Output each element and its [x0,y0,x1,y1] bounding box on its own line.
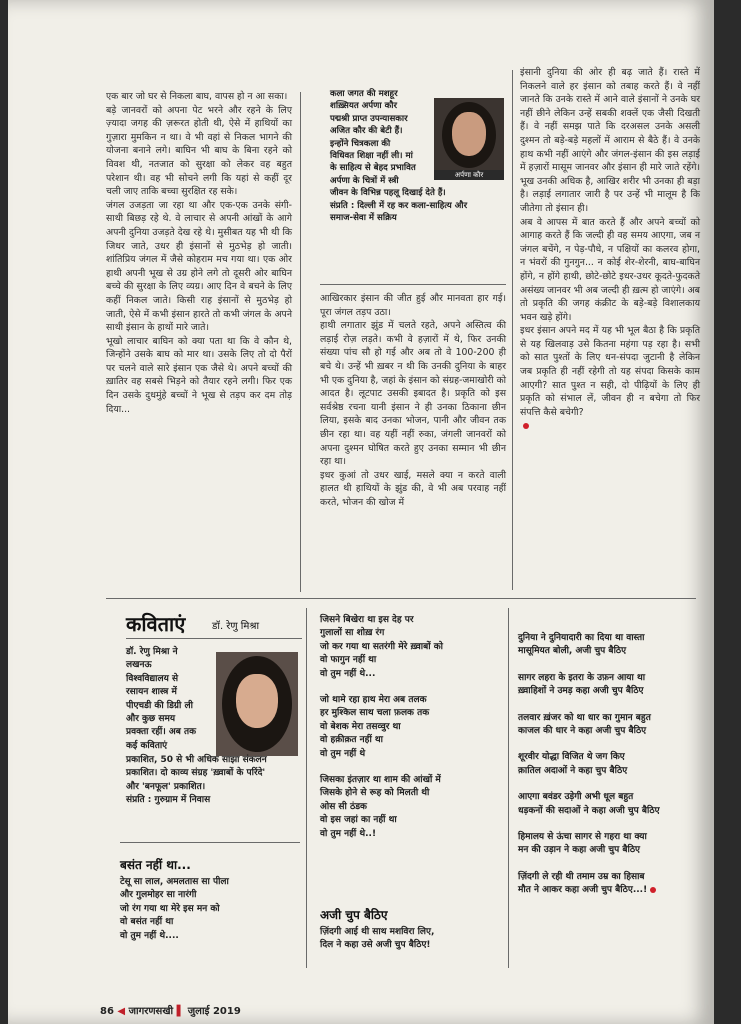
author-photo-arpana [434,98,504,180]
poem-continued [518,632,704,911]
bio-line: शख़्सियत अर्पणा कौर [330,101,397,112]
poem-line: वो बेशक मेरा तसव्वुर था [320,721,401,732]
poet-bio [126,646,226,753]
poem-continued [320,614,506,854]
poem-title: अजी चुप बैठिए [320,908,388,922]
article-paragraph: आखिरकार इंसान की जीत हुई और मानवता हार गई। पूरा जंगल तड़प उठा। [320,293,506,318]
poem-body [120,876,300,943]
poem-body [320,926,506,953]
poem-stanza [518,632,704,659]
poem-line: जिसने बिखेरा था इस देह पर [320,615,414,625]
poem-line: वो बसंत नहीं था [120,917,174,928]
heading-underline [126,638,302,639]
magazine-name: जागरणसखी [128,1006,174,1017]
bio-line: संप्रति : दिल्ली में रह कर कला-साहित्य और [330,200,468,211]
poem-line: मन की उड़ान ने कहा अजी चुप बैठिए [518,845,641,856]
poem-line: जिसके होने से रूह को मिलती थी [320,788,430,799]
poem-line: टेसू सा लाल, अमलतास सा पीला [120,877,229,887]
poet-photo [216,652,298,756]
poet-bio-line: लखनऊ [126,660,152,671]
magazine-page [8,0,714,1024]
bio-divider [320,284,506,285]
poem-stanza [518,871,704,898]
poem-line: ख़्वाहिशों ने उमड़ कहा अजी चुप बैठिए [518,686,644,697]
bio-separator [120,842,300,843]
poem-line: दिल ने कहा उसे अजी चुप बैठिए! [320,940,431,951]
article-paragraph: इंसानी दुनिया की ओर ही बढ़ जाते हैं। रास्ते में निकलने वाले हर इंसान को तबाह करते हैं। वे नहीं जानते कि उनके रास्ते में आने वाले इंसानों ने उनके घर नहीं छीने लेकिन उन्हें सबकी शक्लें एक जैसी दिखती हैं। वे नहीं समझ पाते कि दरअसल उनके असली दुश्मन तो बड़े-बड़े महलों में आराम से बैठे हैं। वे उनके हाथ कभी नहीं आएंगे और जंगल-इंसान की इस लड़ाई में हज़ारों मासूम जानवर और इंसान ही मारे जाते रहेंगे। भूख उनकी अधिक है, आखिर शरीर भी उनका ही बड़ा है। लड़ाई लगातार जारी है पर उन्हें भी मालूम है कि जीतेगा तो इंसान ही। [520,67,700,214]
article-column-1 [106,90,292,416]
bio-line: इन्होंने चित्रकला की [330,138,391,149]
poems-heading: कविताएं [126,612,186,636]
column-divider [300,92,301,592]
bio-line: अजित कौर की बेटी हैं। [330,126,403,137]
bio-line: जीवन के विभिन्न पहलू दिखाई देते हैं। [330,188,446,199]
poem-line: तलवार ख़ंजर को था धार का गुमान बहुत [518,712,651,723]
poet-name: डॉ. रेणु मिश्रा [212,621,260,632]
poem-line: शूरवीर योद्धा विजित थे जग किए [518,752,625,763]
poem-line: जो रंग गया था मेरे इस मन को [120,903,220,914]
bio-line: पद्मश्री प्राप्त उपन्यासकार [330,113,408,124]
poem-stanza [518,791,704,818]
end-mark-dot [523,423,529,429]
poet-bio-line: संप्रति : गुरुग्राम में निवास [126,795,211,806]
bio-line: अर्पणा के चित्रों में स्त्री [330,175,399,186]
article-paragraph: जंगल उजड़ता जा रहा था और एक-एक उनके संगी-साथी बिछड़ रहे थे. वे लाचार से अपनी आंखों के आगे अपनी दुनिया उजड़ते देख रहे थे। मुसीबत यह भी थी कि जिधर जाते, उधर ही इंसानों से मुठभेड़ हो जाती। शांतिप्रिय जंगल में जैसे कोहराम मच गया था। एक ओर हाथी अपनी भूख से उग्र होने लगे तो दूसरी ओर बाघिन बच्चे की सुरक्षा के लिए व्यग्र। आए दिन वे बचने के लिए कहीं निकल जाते। किसी राह इंसानों से मुठभेड़ हो जाती, ऐसे में कभी इंसान हारते तो कभी जंगल के अपने साथी इंसान के हाथों मारे जाते। [106,199,292,334]
poem-title: बसंत नहीं था... [120,858,191,872]
poem-line: धड़कनों की सदाओं ने कहा अजी चुप बैठिए [518,805,660,816]
article-paragraph: इधर इंसान अपने मद में यह भी भूल बैठा है कि प्रकृति से यह खिलवाड़ उसे कितना महंगा पड़ रहा है। सभी को सात पुश्तों के लिए धन-संपदा जुटानी है लेकिन जब प्रकृति ही नहीं रहेगी तो यह संपदा किसके काम आएगी? सात पुश्त न सही, दो पीढ़ियों के लिए ही प्रकृति को संभाल लें, जीवन ही न बचेगा तो फिर संपत्ति कैसे बचेगी? [520,325,700,418]
footer-arrow-icon: ◀ [117,1006,126,1017]
poem-line: वो तुम नहीं थे [320,748,366,759]
poem-line: हिमालय से ऊंचा सागर से गहरा था क्या [518,832,647,843]
poem-stanza [518,712,704,739]
poem-line: क़ातिल अदाओं ने कहा चुप बैठिए [518,765,628,776]
poem-line-text: मौत ने आकर कहा अजी चुप बैठिए...! [518,885,648,896]
poem-line: वो तुम नहीं थे..! [320,828,377,839]
poem-stanza [320,694,506,761]
poem-line: हर मुश्किल साथ चला फ़लक तक [320,708,430,719]
poem-line: वो फागुन नहीं था [320,655,377,666]
poet-bio-line: और कुछ समय [126,714,176,725]
poet-bio-continued [126,754,302,808]
photo-caption: अर्पणा कौर [434,170,504,180]
poem-line: ज़िंदगी आई थी साथ मशविरा लिए, [320,927,435,937]
end-mark-dot [650,887,656,893]
issue-date: जुलाई 2019 [187,1006,241,1017]
page-number: 86 [100,1006,114,1017]
bio-line: समाज-सेवा में सक्रिय [330,213,397,224]
poem-line: जो कर गया था सतरंगी मेरे ख़्वाबों को [320,641,443,652]
poem-line: ओस सी ठंडक [320,801,367,812]
article-paragraph: बड़े जानवरों को अपना पेट भरने और रहने के लिए ज़्यादा जगह की ज़रूरत होती थी, ऐसे में हाथियों का गुज़ारा मुमकिन न था। वे भी वहां से निकल भागने की योजना बनाने लगे। बाघिन भी बाघ के बिना रहने को विवश थी, नतजात को सुरक्षा को लेकर वह बहुत परेशान थी। वह भी सोचने लगी कि यहां से कहीं दूर चली जाए ताकि बच्चा सुरक्षित रह सके। [106,104,292,198]
poet-bio-line: विश्वविद्यालय से [126,673,179,684]
page-footer [100,1003,241,1017]
poem-line: वो हक़ीक़त नहीं था [320,735,383,746]
column-divider [508,608,509,968]
column-divider [306,608,307,968]
article-column-3 [520,66,700,433]
poem-stanza [518,751,704,778]
poem-stanza [320,774,506,841]
poem-line: ज़िंदगी ले रही थी तमाम उम्र का हिसाब [518,871,645,882]
poet-bio-line: डॉ. रेणु मिश्रा ने [126,647,178,657]
poem-line: जो थामे रहा हाथ मेरा अब तलक [320,695,427,706]
poem-line: जिसका इंतज़ार था शाम की आंखों में [320,775,441,786]
poet-bio-line: प्रवक्ता रहीं। अब तक [126,727,197,738]
poem-line: गुलालों सा शोख़ रंग [320,628,385,639]
poem-line: काजल की धार ने कहा अजी चुप बैठिए [518,726,647,737]
poet-bio-line: पीएचडी की डिग्री ली [126,700,193,711]
poem-line [518,884,704,897]
poem-line: मासूमियत बोली, अजी चुप बैठिए [518,646,627,657]
article-paragraph: इधर कुआं तो उधर खाई, मसले क्या न करते वाली हालत थी हाथियों के झुंड की, वे भी अब परवाह नहीं करते, भोजन की खोज में [320,469,506,508]
poem-stanza [518,672,704,699]
poet-bio-line: प्रकाशित, 50 से भी अधिक साझा संकलन [126,755,267,765]
bio-line: कला जगत की मशहूर [330,89,398,99]
poet-bio-line: कई कविताएं [126,740,168,751]
bio-line: विधिवत शिक्षा नहीं ली। मां [330,151,413,162]
column-divider [512,70,513,590]
article-paragraph: एक बार जो घर से निकला बाघ, वापस हो न आ सका। [106,91,288,102]
article-column-2 [320,292,506,510]
poet-bio-line: प्रकाशित। दो काव्य संग्रह 'ख़्वाबों के परिंदे' [126,768,266,779]
poem-line: वो तुम नहीं थे... [320,668,376,679]
poem-stanza [518,831,704,858]
poem-line: सागर लहरा के इतरा के उफ़न आया था [518,672,646,683]
article-paragraph: भूखो लाचार बाघिन को क्या पता था कि वे कौन थे, जिन्होंने उसके बाघ को मार था। उसके लिए तो दो पैरों पर चलने वाले सारे इंसान एक जैसे थे। अपने बच्चों की ख़ातिर वह सबसे भिड़ने को तैयार रहने लगी। फिर एक दिन उसके दुधमुंहे बच्चों ने भूख से तड़प कर दम तोड़ दिया... [106,335,292,415]
footer-bar-icon: ▌ [176,1006,185,1017]
poem-line: आएगा बवंडर उड़ेगी अभी धूल बहुत [518,792,634,803]
article-paragraph: हाथी लगातार झुंड में चलते रहते, अपने अस्तित्व की लड़ाई रोज़ लड़ते। कभी वे हज़ारों में थे, फिर उनकी संख्या पांच सौ हो गई और अब तो वे 100-200 ही बचे थे। उन्हें भी ख़बर न थी कि उनकी दुनिया के बाहर भी एक दुनिया है, जहां के इंसान को संग्रह-जमाखोरी को आदत है। लूटपाट उसकी इबादत है। प्रकृति को इस सर्वश्रेष्ठ रचना यानी इंसान ने ही उनका ठिकाना छीन लिया, इसके बाद उनका भोजन, पानी और जीवन तक छीन रहा था। वह यहीं नहीं रुका, जंगली जानवरों को अपना दुश्मन घोषित करते हुए उनका सम्मान भी छीन रहा था। [320,320,506,468]
poem-line: और गुलमोहर सा नारंगी [120,890,197,901]
poem-line: दुनिया ने दुनियादारी का दिया था वास्ता [518,633,645,643]
article-paragraph: अब वे आपस में बात करते हैं और अपने बच्चों को आगाह करते हैं कि जल्दी ही वह समय आएगा, जब न जंगल बचेंगे, न पेड़-पौधे, न पक्षियों का कलरव होगा, न भंवरों की गुनगुन... न कोई शेर-शेरनी, बाघ-बाघिन होंगे, न होंगे हाथी, छोटे-छोटे इधर-उधर कूदते-फुदकते असंख्य जानवर भी अब जल्दी ही ख़त्म हो जाएंगे। अब तो प्रकृति की जगह कंक्रीट के बड़े-बड़े विशालकाय भवन खड़े होंगे। [520,216,700,323]
poet-bio-line: रसायन शास्त्र में [126,687,177,698]
poem-stanza [320,614,506,681]
bio-line: के साहित्य से बेहद प्रभावित [330,163,416,174]
poem-line: वो इस जहां का नहीं था [320,815,397,826]
poem-line: वो तुम नहीं थे.... [120,930,179,941]
poet-bio-line: और 'बनफूल' प्रकाशित। [126,781,206,792]
section-divider [106,598,696,599]
